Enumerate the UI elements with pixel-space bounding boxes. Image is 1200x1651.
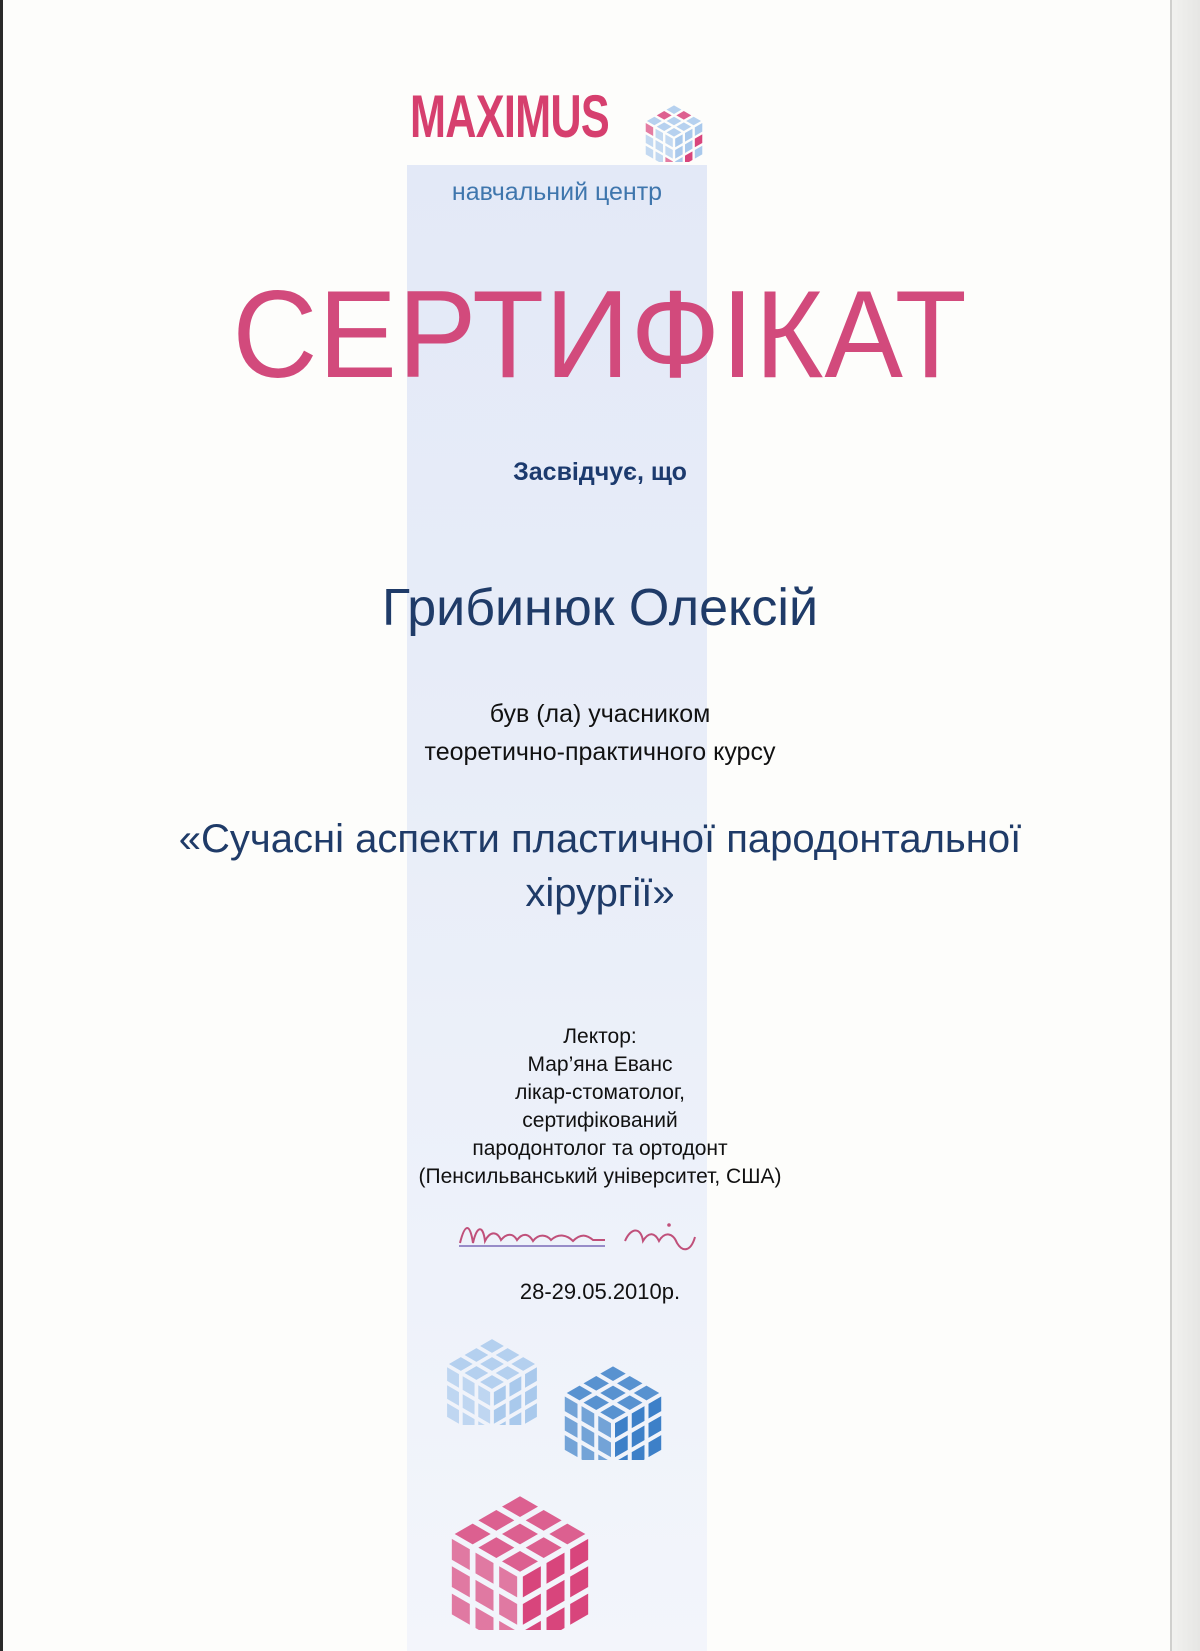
cube-tile bbox=[646, 123, 653, 136]
cube-tile bbox=[675, 146, 682, 159]
cube-tile bbox=[570, 1566, 588, 1597]
cube-tile bbox=[447, 1367, 459, 1388]
cube-tile bbox=[452, 1539, 470, 1570]
cube-tile bbox=[494, 1403, 506, 1424]
cube-tile bbox=[582, 1406, 595, 1428]
cube-tile bbox=[685, 151, 692, 162]
cube-tile bbox=[496, 1366, 520, 1380]
cube-tile bbox=[667, 128, 682, 137]
cube-tile bbox=[549, 1524, 585, 1545]
maximus-logo bbox=[410, 82, 720, 172]
cube-tile bbox=[646, 146, 653, 159]
certificate-title: СЕРТИФІКАТ bbox=[232, 266, 968, 404]
cube-tile bbox=[502, 1551, 538, 1572]
cube-tile bbox=[465, 1348, 489, 1362]
logo-brand-text: MAXIMUS bbox=[410, 83, 609, 150]
cube-tile bbox=[447, 1385, 459, 1406]
cube-tile bbox=[685, 129, 692, 142]
light-blue-cube-icon bbox=[432, 1305, 552, 1425]
cube-tile bbox=[502, 1496, 538, 1517]
cube-tile bbox=[480, 1339, 504, 1353]
cube-tile bbox=[632, 1445, 645, 1460]
cube-tile bbox=[570, 1539, 588, 1570]
cube-tile bbox=[452, 1594, 470, 1625]
cube-tile bbox=[656, 151, 663, 162]
lecturer-name: Мар’яна Еванс bbox=[527, 1053, 673, 1076]
course-date: 28-29.05.2010р. bbox=[519, 1279, 681, 1304]
cube-tile bbox=[478, 1510, 514, 1531]
course-title bbox=[0, 812, 1200, 920]
cube-tile bbox=[584, 1376, 609, 1391]
cube-tile bbox=[570, 1594, 588, 1625]
course-kind-text: теоретично-практичного курсу bbox=[424, 738, 776, 766]
cube-tile bbox=[523, 1566, 541, 1597]
lecturer-line-1: лікар-стоматолог, bbox=[515, 1081, 685, 1104]
cube-tile bbox=[478, 1385, 490, 1406]
cube-tile bbox=[646, 134, 653, 147]
cube-tile bbox=[502, 1524, 538, 1545]
cube-tile bbox=[695, 146, 702, 159]
recipient-name: Грибинюк Олексій bbox=[381, 579, 818, 637]
lecturer-line-4: (Пенсильванський університет, США) bbox=[418, 1165, 782, 1188]
cube-tile bbox=[565, 1396, 578, 1418]
cube-tile bbox=[600, 1386, 625, 1401]
cube-tile bbox=[685, 140, 692, 153]
cube-tile bbox=[447, 1403, 459, 1424]
cube-tile bbox=[475, 1607, 493, 1630]
cube-tile bbox=[463, 1412, 475, 1425]
cube-tile bbox=[615, 1435, 628, 1457]
cube-tile bbox=[634, 1386, 659, 1401]
logo-subtitle: навчальний центр bbox=[451, 178, 663, 206]
cube-tile bbox=[600, 1366, 625, 1381]
cube-tile bbox=[632, 1425, 645, 1447]
cube-tile bbox=[455, 1524, 491, 1545]
cube-tile bbox=[523, 1594, 541, 1625]
cube-tile bbox=[475, 1553, 493, 1584]
cube-tile bbox=[480, 1375, 504, 1389]
cube-tile bbox=[511, 1357, 535, 1371]
cube-tile bbox=[509, 1394, 521, 1415]
cube-tile bbox=[647, 117, 662, 126]
cube-tile bbox=[676, 111, 691, 120]
cube-tile bbox=[665, 146, 672, 159]
cube-tile bbox=[615, 1416, 628, 1438]
cube-tile bbox=[656, 140, 663, 153]
cube-tile bbox=[547, 1553, 565, 1584]
cube-tile bbox=[526, 1510, 562, 1531]
cube-tile bbox=[695, 123, 702, 136]
cube-tile bbox=[648, 1435, 661, 1457]
participation-text: був (ла) учасником bbox=[489, 700, 711, 728]
course-title-line-1: «Сучасні аспекти пластичної пародонтальної bbox=[178, 817, 1022, 861]
cube-tile bbox=[665, 134, 672, 147]
cube-tile bbox=[494, 1385, 506, 1406]
signature bbox=[455, 1213, 735, 1258]
logo-cube-icon bbox=[634, 82, 714, 162]
cube-tile bbox=[648, 1396, 661, 1418]
cube-tile bbox=[695, 134, 702, 147]
cube-tile bbox=[567, 1386, 592, 1401]
cube-tile bbox=[525, 1367, 537, 1388]
cube-tile bbox=[525, 1385, 537, 1406]
cube-tile bbox=[478, 1403, 490, 1424]
lecturer-block bbox=[0, 1023, 1200, 1191]
blue-cube-icon bbox=[548, 1330, 678, 1460]
cube-tile bbox=[547, 1580, 565, 1611]
cube-tile bbox=[598, 1416, 611, 1438]
cube-tile bbox=[584, 1395, 609, 1410]
cube-tile bbox=[667, 105, 682, 114]
cube-tile bbox=[499, 1594, 517, 1625]
cube-tile bbox=[547, 1607, 565, 1630]
cube-tile bbox=[657, 122, 672, 131]
cube-tile bbox=[480, 1357, 504, 1371]
cube-tile bbox=[463, 1394, 475, 1415]
certifies-text: Засвідчує, що bbox=[513, 458, 687, 486]
cube-tile bbox=[499, 1566, 517, 1597]
cube-tile bbox=[657, 111, 672, 120]
cube-tile bbox=[667, 117, 682, 126]
pink-cube-icon bbox=[428, 1445, 613, 1630]
cube-tile bbox=[463, 1376, 475, 1397]
cube-tile bbox=[496, 1348, 520, 1362]
cube-tile bbox=[565, 1416, 578, 1438]
lecturer-line-3: пародонтолог та ортодонт bbox=[472, 1137, 728, 1160]
cube-tile bbox=[452, 1566, 470, 1597]
lecturer-label: Лектор: bbox=[563, 1025, 637, 1048]
cube-tile bbox=[600, 1405, 625, 1420]
cube-tile bbox=[676, 122, 691, 131]
cube-tile bbox=[465, 1366, 489, 1380]
cube-tile bbox=[675, 134, 682, 147]
cube-tile bbox=[686, 117, 701, 126]
cube-tile bbox=[449, 1357, 473, 1371]
cube-tile bbox=[509, 1376, 521, 1397]
cube-tile bbox=[617, 1376, 642, 1391]
cube-tile bbox=[526, 1537, 562, 1558]
lecturer-line-2: сертифікований bbox=[522, 1109, 678, 1132]
course-title-line-2: хірургії» bbox=[525, 871, 675, 915]
cube-tile bbox=[648, 1416, 661, 1438]
cube-tile bbox=[478, 1537, 514, 1558]
cube-tile bbox=[525, 1403, 537, 1424]
cube-tile bbox=[617, 1395, 642, 1410]
cube-tile bbox=[475, 1580, 493, 1611]
cube-tile bbox=[509, 1412, 521, 1425]
cube-tile bbox=[632, 1406, 645, 1428]
cube-tile bbox=[656, 129, 663, 142]
